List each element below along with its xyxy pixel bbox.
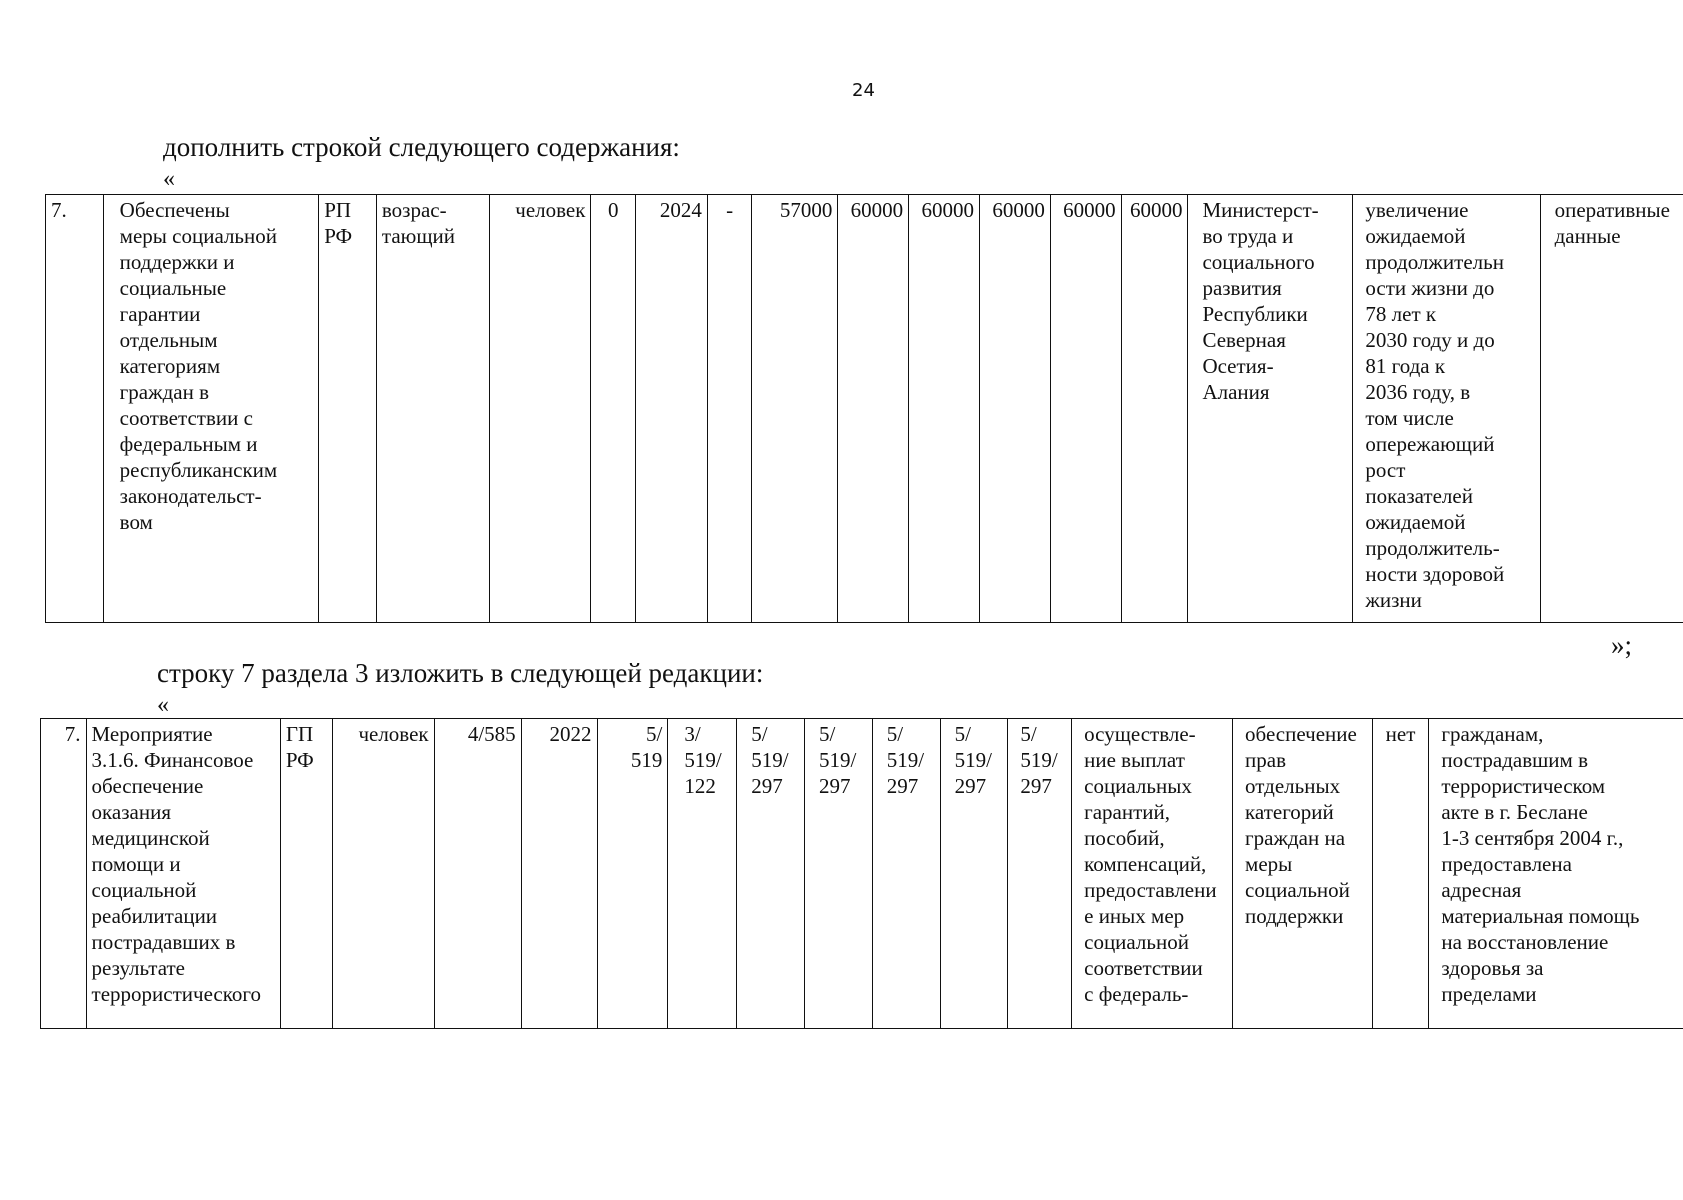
event-name: Мероприятие 3.1.6. Финансовое обеспечение оказания медицинской помощи и социальной реабилитации пострадавших в результате террористического — [86, 719, 280, 1029]
table-row — [46, 195, 1683, 623]
responsible-cell: Министерст- во труда и социального развития Республики Северная Осетия- Алания — [1188, 195, 1353, 623]
value-cell: 5/ 519 — [597, 719, 668, 1029]
value-cell: 60000 — [980, 195, 1051, 623]
indicator-name: Обеспечены меры социальной поддержки и социальные гарантии отдельным категориям граждан в соответствии с федеральным и республиканским законодательст- вом — [103, 195, 319, 623]
value-cell: 60000 — [1050, 195, 1121, 623]
section1-open-quote: « — [163, 166, 175, 192]
base-value-cell: 4/585 — [434, 719, 521, 1029]
source-cell: ГП РФ — [280, 719, 333, 1029]
info-source-cell: оперативные данные — [1540, 195, 1683, 623]
flag-cell: нет — [1372, 719, 1429, 1029]
value-cell: 5/ 519/ 297 — [737, 719, 805, 1029]
value-cell: 60000 — [838, 195, 909, 623]
purpose-cell: обеспечение прав отдельных категорий граждан на меры социальной поддержки — [1233, 719, 1373, 1029]
table-1 — [45, 194, 1683, 623]
value-cell: 60000 — [909, 195, 980, 623]
section1-intro: дополнить строкой следующего содержания: — [163, 132, 680, 162]
value-cell: 5/ 519/ 297 — [940, 719, 1008, 1029]
value-cell: 60000 — [1121, 195, 1188, 623]
source-cell: РП РФ — [319, 195, 377, 623]
unit-cell: человек — [490, 195, 591, 623]
base-value-cell: 0 — [591, 195, 636, 623]
value-cell: 5/ 519/ 297 — [872, 719, 940, 1029]
section2-open-quote: « — [157, 692, 169, 718]
unit-cell: человек — [333, 719, 434, 1029]
value-cell: 5/ 519/ 297 — [1008, 719, 1072, 1029]
row-number: 7. — [46, 195, 104, 623]
goal-cell: увеличение ожидаемой продолжительн ости жизни до 78 лет к 2030 году и до 81 года к 2036 году, в том числе опережающий рост показателей ожидаемой продолжитель- ности здоровой жизни — [1353, 195, 1540, 623]
section2-intro: строку 7 раздела 3 изложить в следующей редакции: — [157, 658, 764, 688]
base-year-cell: 2024 — [635, 195, 707, 623]
value-cell: 57000 — [752, 195, 838, 623]
table-row — [41, 719, 1683, 1029]
description-cell: осуществле- ние выплат социальных гарантий, пособий, компенсаций, предоставлени е иных мер социальной соответствии с федераль- — [1072, 719, 1233, 1029]
page-number: 24 — [852, 80, 875, 101]
row-number: 7. — [41, 719, 87, 1029]
table-2 — [40, 718, 1683, 1029]
value-cell: 5/ 519/ 297 — [804, 719, 872, 1029]
result-cell: гражданам, пострадавшим в террористическом акте в г. Беслане 1-3 сентября 2004 г., предоставлена адресная материальная помощь на восстановление здоровья за пределами — [1429, 719, 1683, 1029]
value-cell: 3/ 519/ 122 — [668, 719, 737, 1029]
trend-cell: возрас- тающий — [376, 195, 489, 623]
dash-cell: - — [707, 195, 752, 623]
base-year-cell: 2022 — [521, 719, 597, 1029]
section1-close-quote: »; — [1611, 630, 1633, 660]
